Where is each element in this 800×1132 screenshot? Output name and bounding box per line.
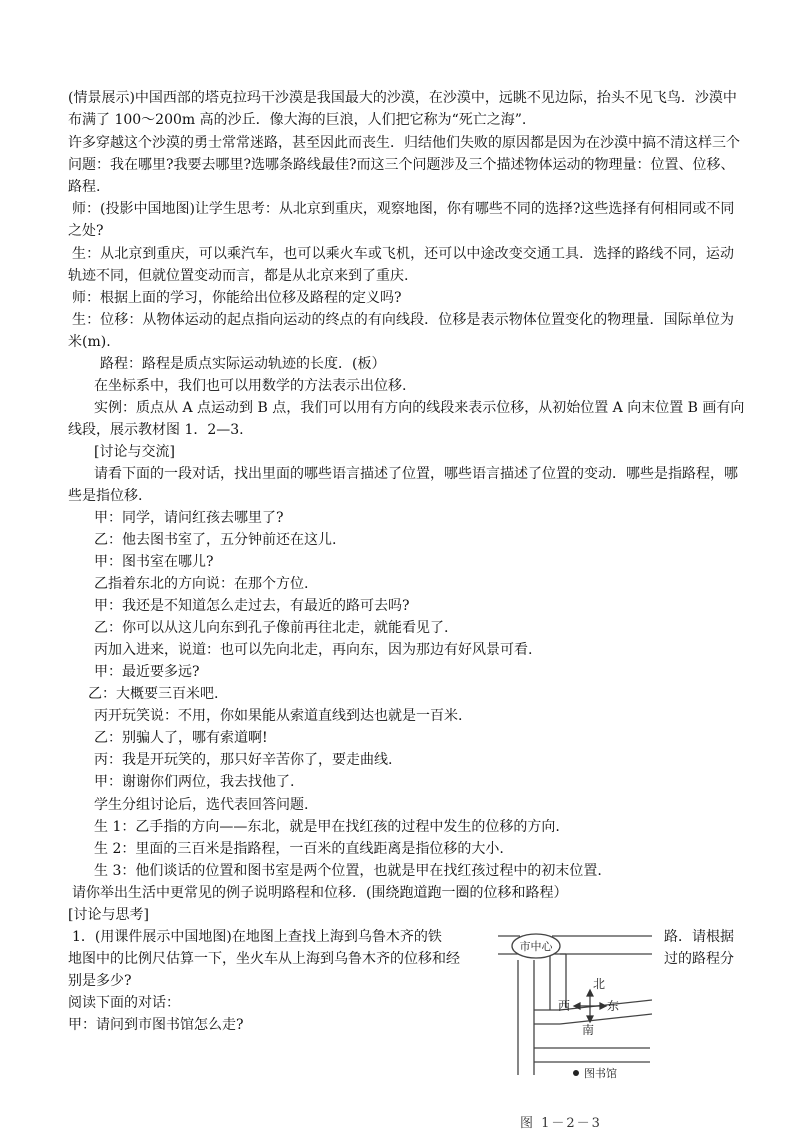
text-line: 生 1：乙手指的方向——东北，就是甲在找红孩的过程中发生的位移的方向. — [94, 819, 560, 835]
dialogue-line: 丙开玩笑说：不用，你如果能从索道直线到达也就是一百米. — [94, 708, 463, 724]
dialogue-line: 甲：图书室在哪儿? — [94, 554, 214, 570]
dialogue-line: 甲：同学，请问红孩去哪里了? — [94, 510, 284, 526]
dialogue-line: 乙：他去图书室了，五分钟前还在这儿. — [94, 532, 337, 548]
compass-south-label: 南 — [582, 1023, 595, 1037]
text-line: 布满了 100～200m 高的沙丘．像大海的巨浪，人们把它称为“死亡之海”. — [68, 112, 527, 128]
city-center-label: 市中心 — [519, 940, 553, 953]
text-line: 许多穿越这个沙漠的勇士常常迷路，甚至因此而丧生．归结他们失败的原因都是因为在沙漠中搞不清这样三个 — [68, 135, 740, 151]
text-line: 之处? — [68, 223, 104, 239]
text-line: 轨迹不同，但就位置变动而言，都是从北京来到了重庆. — [68, 268, 409, 284]
text-line: 问题：我在哪里?我要去哪里?选哪条路线最佳?而这三个问题涉及三个描述物体运动的物理量：位置、位移、 — [68, 157, 735, 173]
dialogue-line: 甲：我还是不知道怎么走过去，有最近的路可去吗? — [94, 598, 410, 614]
compass-north-label: 北 — [593, 977, 606, 991]
text-line: 路程. — [68, 179, 101, 195]
street-map-figure — [490, 910, 660, 1085]
dialogue-line: 乙：你可以从这儿向东到孔子像前再往北走，就能看见了. — [94, 620, 449, 636]
road-line — [518, 960, 534, 1075]
text-line: 米(m). — [68, 334, 111, 350]
section-heading: [讨论与思考] — [68, 907, 149, 923]
text-line: 地图中的比例尺估算一下，坐火车从上海到乌鲁木齐的位移和经 — [68, 951, 460, 967]
text-line: (情景展示)中国西部的塔克拉玛干沙漠是我国最大的沙漠，在沙漠中，远眺不见边际，抬头不见飞鸟．沙漠中 — [68, 90, 737, 106]
text-line: 线段，展示教材图 1．2—3. — [68, 422, 244, 438]
text-line: 师：(投影中国地图)让学生思考：从北京到重庆，观察地图，你有哪些不同的选择?这些选择有何相同或不同 — [72, 201, 735, 217]
text-line: 实例：质点从 A 点运动到 B 点，我们可以用有方向的线段来表示位移，从初始位置 A 向末位置 B 画有向 — [94, 400, 745, 416]
text-line: 1．(用课件展示中国地图)在地图上查找上海到乌鲁木齐的铁 — [72, 929, 442, 945]
compass-east-label: 东 — [607, 999, 620, 1013]
text-line: 学生分组讨论后，选代表回答问题. — [94, 797, 309, 813]
dialogue-line: 丙：我是开玩笑的，那只好辛苦你了，要走曲线. — [94, 752, 393, 768]
text-line: 阅读下面的对话： — [68, 995, 180, 1011]
compass-west-label: 西 — [558, 999, 571, 1013]
text-line: 生：从北京到重庆，可以乘汽车，也可以乘火车或飞机，还可以中途改变交通工具．选择的路线不同，运动 — [72, 246, 734, 262]
text-line: 生 2：里面的三百米是指路程，一百米的直线距离是指位移的大小. — [94, 841, 504, 857]
road-line — [534, 1048, 650, 1062]
text-line: 师：根据上面的学习，你能给出位移及路程的定义吗? — [72, 290, 402, 306]
dialogue-line: 甲：谢谢你们两位，我去找他了. — [94, 774, 295, 790]
dialogue-line: 甲：请问到市图书馆怎么走? — [68, 1017, 244, 1033]
text-line: 路．请根据 — [664, 929, 734, 945]
text-line: 生：位移：从物体运动的起点指向运动的终点的有向线段．位移是表示物体位置变化的物理量．国际单位为 — [72, 312, 734, 328]
library-label: 图书馆 — [584, 1067, 617, 1080]
text-line: 请看下面的一段对话，找出里面的哪些语言描述了位置，哪些语言描述了位置的变动．哪些是指路程，哪 — [94, 466, 738, 482]
compass-rose — [574, 990, 606, 1022]
text-line: 生 3：他们谈话的位置和图书室是两个位置，也就是甲在找红孩过程中的初末位置. — [94, 863, 602, 879]
dialogue-line: 乙：别骗人了，哪有索道啊! — [94, 730, 268, 746]
dialogue-line: 甲：最近要多远? — [94, 664, 200, 680]
library-marker — [573, 1070, 579, 1076]
text-line: 过的路程分 — [664, 951, 734, 967]
text-line: 在坐标系中，我们也可以用数学的方法表示出位移. — [94, 378, 407, 394]
text-line: 路程：路程是质点实际运动轨迹的长度．(板） — [100, 356, 386, 372]
text-line: 别是多少? — [68, 973, 132, 989]
dialogue-line: 丙加入进来，说道：也可以先向北走，再向东，因为那边有好风景可看. — [94, 642, 533, 658]
text-line: 些是指位移. — [68, 488, 143, 504]
section-heading: [讨论与交流] — [94, 444, 175, 460]
figure-caption: 图 1－2－3 — [520, 1116, 602, 1131]
dialogue-line: 乙：大概要三百米吧. — [88, 686, 219, 702]
dialogue-line: 乙指着东北的方向说：在那个方位. — [94, 576, 309, 592]
text-line: 请你举出生活中更常见的例子说明路程和位移．(围绕跑道跑一圈的位移和路程） — [72, 885, 568, 901]
